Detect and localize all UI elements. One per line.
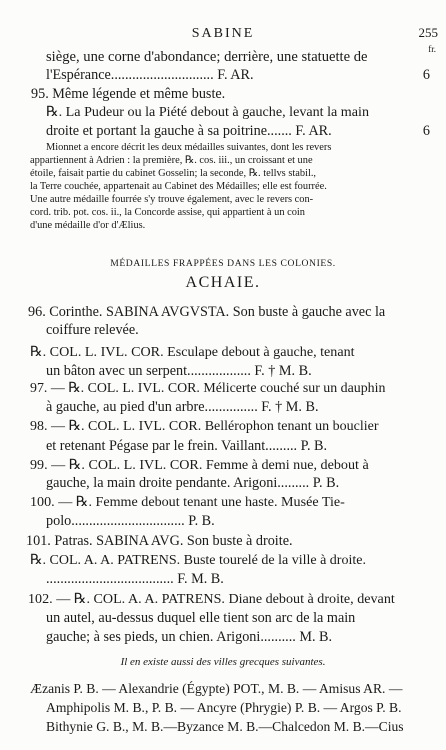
right-number: 6: [422, 123, 430, 139]
text-line: polo................................ P. B.: [46, 513, 215, 529]
text-line: .................................... F. M. B.: [46, 571, 224, 587]
text-line: un autel, au-dessus duquel elle tient son arc de la main: [46, 610, 356, 626]
city-line: Bithynie G. B., M. B.—Byzance M. B.—Chalcedon M. B.—Cius: [46, 719, 404, 734]
entry-102: 102. — ℞. COL. A. A. PATRENS. Diane debout à droite, devant: [28, 591, 395, 607]
section-subtitle: MÉDAILLES FRAPPÉES DANS LES COLONIES.: [110, 258, 336, 269]
running-title: SABINE: [191, 26, 255, 41]
text-line: et retenant Pégase par le frein. Vaillant......... P. B.: [46, 438, 328, 454]
note-line: Une autre médaille fourrée s'y trouve également, avec le revers con-: [30, 194, 314, 205]
text-line: un bâton avec un serpent.................. F. † M. B.: [46, 363, 312, 379]
section-title: ACHAIE.: [185, 274, 261, 291]
note-line: appartiennent à Adrien : la première, ℞. cos. iii., un croissant et une: [30, 155, 313, 166]
note-line: Mionnet a encore décrit les deux médailles suivantes, dont les revers: [46, 142, 332, 153]
text-line: ℞. La Pudeur ou la Piété debout à gauche, levant la main: [46, 104, 369, 120]
entry-97: 97. — ℞. COL. L. IVL. COR. Mélicerte couché sur un dauphin: [30, 381, 386, 396]
margin-note: fr.: [428, 44, 436, 54]
city-line: Æzanis P. B. — Alexandrie (Égypte) POT., M. B. — Amisus AR. —: [30, 681, 403, 696]
note-line: d'une médaille d'or d'Ælius.: [30, 220, 146, 231]
text-line: coiffure relevée.: [46, 322, 139, 338]
city-line: Amphipolis M. B., P. B. — Ancyre (Phrygie) P. B. — Argos P. B.: [46, 700, 402, 715]
text-line: ℞. COL. A. A. PATRENS. Buste tourelé de la ville à droite.: [30, 553, 366, 568]
text-line: droite et portant la gauche à sa poitrine....... F. AR.: [46, 123, 332, 139]
page-number: 255: [418, 25, 438, 40]
entry-101: 101. Patras. SABINA AVG. Son buste à droite.: [26, 533, 293, 549]
text-line: gauche; à ses pieds, un chien. Arigoni.......... M. B.: [46, 629, 333, 645]
note-line: cord. trib. pot. cos. ii., la Concorde assise, qui appartient à un coin: [30, 207, 305, 218]
entry-95: 95. Même légende et même buste.: [31, 86, 226, 102]
text-line: ℞. COL. L. IVL. COR. Esculape debout à gauche, tenant: [30, 344, 355, 360]
note-line: la Terre couchée, appartenait au Cabinet des Médailles; elle est fourrée.: [30, 181, 327, 192]
text-line: gauche, la main droite pendante. Arigoni......... P. B.: [46, 475, 340, 491]
entry-96: 96. Corinthe. SABINA AVGVSTA. Son buste à gauche avec la: [28, 304, 386, 320]
text-line: l'Espérance............................. F. AR.: [46, 67, 254, 83]
note-line: étoile, faisait partie du cabinet Gosselin; la seconde, ℞. tellvs stabil.,: [30, 168, 317, 179]
entry-100: 100. — ℞. Femme debout tenant une haste. Musée Tie-: [30, 494, 345, 510]
text-line: siège, une corne d'abondance; derrière, une statuette de: [46, 49, 368, 65]
closing-note: Il en existe aussi des villes grecques suivantes.: [120, 656, 326, 668]
text-line: à gauche, au pied d'un arbre............... F. † M. B.: [46, 399, 319, 415]
entry-98: 98. — ℞. COL. L. IVL. COR. Bellérophon tenant un bouclier: [30, 419, 379, 434]
entry-99: 99. — ℞. COL. L. IVL. COR. Femme à demi nue, debout à: [30, 457, 369, 473]
right-number: 6: [422, 67, 430, 83]
